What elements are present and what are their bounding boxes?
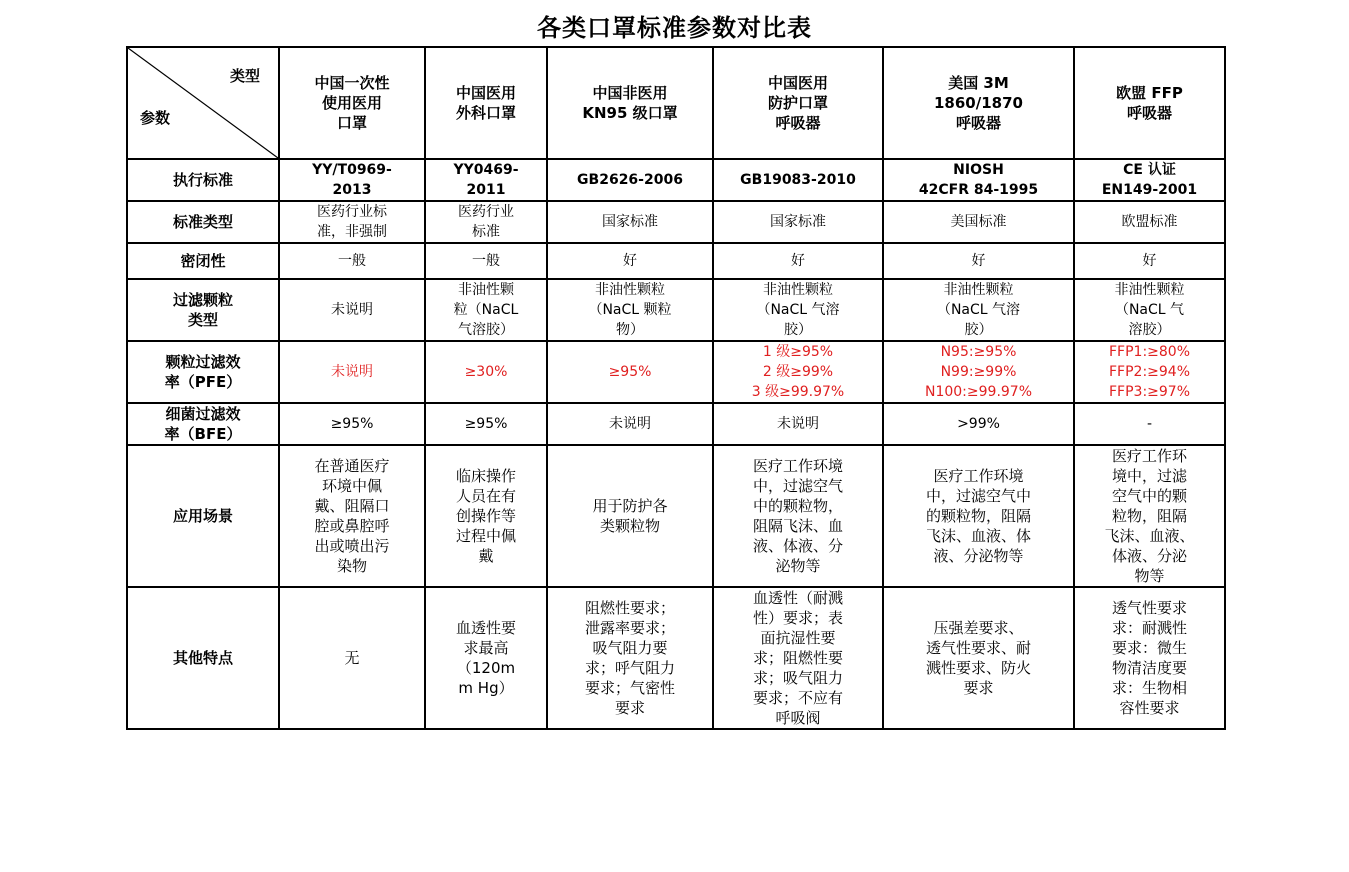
- table-cell-line: 阻隔飞沫、血: [752, 517, 843, 535]
- table-cell-line: 压强差要求、: [933, 619, 1024, 637]
- table-cell-line: 非油性颗粒: [595, 282, 665, 298]
- table-row: [127, 243, 1225, 279]
- table-row: [127, 159, 1225, 201]
- table-cell-line: m Hg）: [458, 679, 514, 697]
- table-cell: [547, 243, 713, 279]
- table-cell: [883, 201, 1074, 243]
- table-cell-line: 飞沫、血液、: [1104, 527, 1195, 545]
- table-cell-line: 非油性颗粒: [763, 282, 833, 298]
- table-cell: [713, 201, 883, 243]
- table-cell: [547, 445, 713, 587]
- table-cell: [1074, 159, 1225, 201]
- column-header: [713, 47, 883, 159]
- table-cell-line: 好: [791, 253, 805, 269]
- table-cell-line: 临床操作: [455, 467, 516, 485]
- table-cell-line: 国家标准: [770, 214, 826, 230]
- table-cell-line: 求最高: [463, 639, 509, 657]
- table-cell: [279, 587, 425, 729]
- column-header-line: 使用医用: [321, 94, 382, 112]
- table-cell-line: GB19083-2010: [740, 172, 856, 188]
- table-cell-line: 面抗湿性要: [760, 629, 836, 647]
- table-cell-line: 要求: [963, 679, 994, 697]
- page-title: 各类口罩标准参数对比表: [537, 14, 812, 42]
- table-cell-line: 求：生物相: [1111, 679, 1187, 697]
- table-cell-line: 腔或鼻腔呼: [314, 517, 390, 535]
- table-cell-line: 血透性（耐溅: [752, 589, 843, 607]
- table-cell: [279, 201, 425, 243]
- table-cell: [1074, 201, 1225, 243]
- table-cell-line: FFP1:≥80%: [1108, 344, 1191, 360]
- table-cell-line: 物）: [616, 322, 644, 338]
- table-cell-line: EN149-2001: [1101, 182, 1198, 198]
- table-cell-line: CE 认证: [1123, 162, 1176, 178]
- row-label-line: 类型: [187, 311, 218, 329]
- table-cell-line: 未说明: [777, 416, 819, 432]
- column-header-line: KN95 级口罩: [582, 104, 678, 122]
- table-cell-line: FFP3:≥97%: [1108, 384, 1191, 400]
- row-label: [127, 201, 279, 243]
- table-cell-line: 要求: [614, 699, 645, 717]
- table-cell: [883, 587, 1074, 729]
- table-cell: [425, 159, 547, 201]
- row-label: [127, 159, 279, 201]
- table-cell-line: 无: [344, 649, 360, 667]
- table-cell: [713, 445, 883, 587]
- table-cell: [713, 243, 883, 279]
- table-cell: [883, 341, 1074, 403]
- table-cell: [1074, 279, 1225, 341]
- table-cell-line: 用于防护各: [592, 497, 668, 515]
- row-label: [127, 445, 279, 587]
- table-cell-line: 吸气阻力要: [592, 639, 668, 657]
- table-cell-line: 一般: [472, 253, 500, 269]
- column-header: [1074, 47, 1225, 159]
- table-cell-line: 要求：微生: [1111, 639, 1187, 657]
- table-cell: [425, 403, 547, 445]
- row-label: [127, 279, 279, 341]
- table-cell-line: 粒物，阻隔: [1111, 507, 1187, 525]
- row-label: [127, 403, 279, 445]
- table-row: [127, 341, 1225, 403]
- table-cell-line: 阻燃性要求；: [584, 599, 675, 617]
- table-cell-line: 求；阻燃性要: [752, 649, 843, 667]
- table-cell: [1074, 403, 1225, 445]
- table-cell-line: 泌物等: [775, 557, 821, 575]
- row-label: [127, 341, 279, 403]
- table-cell-line: （120m: [456, 659, 516, 677]
- table-cell-line: 好: [971, 253, 986, 269]
- table-cell-line: 非油性颗: [458, 282, 514, 298]
- column-header: [883, 47, 1074, 159]
- table-cell-line: 1 级≥95%: [762, 344, 834, 360]
- table-cell-line: 溶胶）: [1128, 322, 1171, 338]
- table-cell-line: 境中，过滤: [1111, 467, 1187, 485]
- row-label: [127, 587, 279, 729]
- table-cell-line: 过程中佩: [455, 527, 516, 545]
- table-cell-line: 3 级≥99.97%: [751, 384, 845, 400]
- column-header-line: 防护口罩: [767, 94, 828, 112]
- table-cell: [279, 159, 425, 201]
- table-cell-line: 非油性颗粒: [1114, 282, 1185, 298]
- table-cell-line: 粒（NaCL: [453, 302, 519, 318]
- table-cell-line: >99%: [957, 416, 1000, 432]
- table-cell: [547, 159, 713, 201]
- table-cell-line: FFP2:≥94%: [1108, 364, 1191, 380]
- table-cell: [883, 279, 1074, 341]
- table-cell-line: 透气性要求、耐: [925, 639, 1031, 657]
- table-cell: [279, 243, 425, 279]
- corner-row-label: 参数: [140, 109, 171, 127]
- table-cell-line: （NaCL 气溶: [936, 302, 1021, 318]
- table-cell-line: 创操作等: [455, 507, 516, 525]
- table-cell-line: 胶）: [784, 322, 812, 338]
- table-cell-line: 人员在有: [455, 487, 516, 505]
- table-cell-line: 标准: [472, 224, 500, 240]
- row-label-line: 标准类型: [172, 213, 233, 231]
- table-cell-line: 的颗粒物，阻隔: [925, 507, 1031, 525]
- table-cell: [547, 341, 713, 403]
- table-cell-line: 类颗粒物: [599, 517, 660, 535]
- table-cell: [279, 445, 425, 587]
- table-cell: [547, 587, 713, 729]
- table-cell-line: 2 级≥99%: [762, 364, 834, 380]
- corner-col-label: 类型: [229, 67, 260, 85]
- table-cell-line: 戴、阻隔口: [314, 497, 390, 515]
- table-cell-line: 容性要求: [1119, 699, 1180, 717]
- table-cell-line: 空气中的颗: [1111, 487, 1187, 505]
- table-cell-line: ≥30%: [464, 364, 508, 380]
- table-cell: [713, 587, 883, 729]
- table-cell: [425, 201, 547, 243]
- table-cell-line: GB2626-2006: [577, 172, 683, 188]
- column-header-line: 中国医用: [767, 74, 828, 92]
- column-header-line: 中国医用: [455, 84, 516, 102]
- table-cell-line: 溅性要求、防火: [925, 659, 1031, 677]
- table-cell: [713, 159, 883, 201]
- table-cell-line: （NaCL 气: [1114, 302, 1185, 318]
- table-cell-line: 物清洁度要: [1111, 659, 1187, 677]
- header-row: [127, 47, 1225, 159]
- column-header: [547, 47, 713, 159]
- table-cell-line: 求：耐溅性: [1111, 619, 1187, 637]
- column-header: [425, 47, 547, 159]
- column-header-line: 呼吸器: [955, 114, 1001, 132]
- table-cell: [425, 445, 547, 587]
- table-cell-line: 胶）: [964, 322, 993, 338]
- corner-cell: [127, 47, 279, 159]
- table-cell: [713, 403, 883, 445]
- table-cell-line: 医疗工作环境: [933, 467, 1024, 485]
- table-cell-line: 出或喷出污: [314, 537, 390, 555]
- table-cell: [547, 201, 713, 243]
- table-cell-line: 准，非强制: [317, 224, 387, 240]
- table-cell-line: 未说明: [331, 302, 373, 318]
- table-cell-line: 液、分泌物等: [933, 547, 1024, 565]
- table-cell-line: 要求；气密性: [584, 679, 675, 697]
- table-cell-line: （NaCL 气溶: [756, 302, 840, 318]
- table-row: [127, 403, 1225, 445]
- table-cell-line: 要求；不应有: [752, 689, 843, 707]
- table-cell: [883, 243, 1074, 279]
- row-label-line: 过滤颗粒: [172, 291, 233, 309]
- table-cell-line: 中的颗粒物，: [752, 497, 843, 515]
- column-header-line: 呼吸器: [775, 114, 821, 132]
- table-cell: [1074, 445, 1225, 587]
- table-cell-line: 液、体液、分: [752, 537, 843, 555]
- table-cell: [425, 587, 547, 729]
- table-cell: [279, 279, 425, 341]
- table-cell-line: （NaCL 颗粒: [588, 302, 672, 318]
- table-cell-line: 未说明: [331, 364, 373, 380]
- row-label-line: 率（BFE）: [164, 425, 242, 443]
- table-cell-line: 在普通医疗: [314, 457, 390, 475]
- row-label-line: 执行标准: [172, 171, 233, 189]
- column-header-line: 呼吸器: [1126, 104, 1172, 122]
- table-cell: [547, 279, 713, 341]
- table-cell: [883, 445, 1074, 587]
- table-cell-line: 2011: [466, 182, 506, 198]
- table-cell-line: ≥95%: [608, 364, 652, 380]
- comparison-table: [126, 46, 1226, 730]
- table-cell: [425, 279, 547, 341]
- table-cell-line: 医疗工作环境: [752, 457, 843, 475]
- column-header-line: 中国非医用: [592, 84, 668, 102]
- table-cell: [547, 403, 713, 445]
- table-cell-line: 中，过滤空气: [752, 477, 843, 495]
- table-cell-line: 飞沫、血液、体: [925, 527, 1031, 545]
- row-label-line: 其他特点: [172, 649, 233, 667]
- table-cell-line: 42CFR 84-1995: [918, 182, 1039, 198]
- row-label-line: 率（PFE）: [164, 373, 242, 391]
- table-cell-line: 呼吸阀: [775, 709, 821, 727]
- column-header-line: 美国 3M: [948, 74, 1009, 92]
- table-cell-line: 戴: [478, 547, 494, 565]
- table-cell-line: 中，过滤空气中: [925, 487, 1031, 505]
- column-header-line: 1860/1870: [934, 94, 1023, 112]
- table-cell-line: 透气性要求: [1111, 599, 1187, 617]
- table-cell-line: 好: [1142, 253, 1157, 269]
- table-cell-line: 医药行业标: [317, 204, 387, 220]
- table-cell-line: 环境中佩: [321, 477, 382, 495]
- table-cell-line: 非油性颗粒: [943, 282, 1014, 298]
- table-cell-line: 国家标准: [602, 214, 658, 230]
- table-cell: [1074, 587, 1225, 729]
- table-cell-line: 2013: [332, 182, 372, 198]
- diagonal-line: [128, 48, 278, 158]
- table-cell: [279, 341, 425, 403]
- table-cell-line: N95:≥95%: [940, 344, 1017, 360]
- table-cell-line: 气溶胶）: [458, 322, 514, 338]
- table-cell-line: 一般: [338, 253, 366, 269]
- table-row: [127, 279, 1225, 341]
- table-cell-line: 欧盟标准: [1121, 214, 1178, 230]
- row-label-line: 应用场景: [172, 507, 233, 525]
- table-cell-line: 求；吸气阻力: [752, 669, 843, 687]
- table-cell-line: 医药行业: [458, 204, 514, 220]
- table-cell-line: 染物: [336, 557, 367, 575]
- table-cell-line: 医疗工作环: [1111, 447, 1187, 465]
- column-header-line: 口罩: [336, 114, 367, 132]
- table-cell: [713, 279, 883, 341]
- table-cell-line: YY0469-: [453, 162, 519, 178]
- table-cell: [883, 159, 1074, 201]
- table-cell-line: 物等: [1134, 567, 1165, 585]
- table-row: [127, 445, 1225, 587]
- column-header-line: 中国一次性: [314, 74, 390, 92]
- table-cell-line: -: [1146, 416, 1153, 432]
- table-cell-line: N100:≥99.97%: [924, 384, 1033, 400]
- table-cell: [1074, 341, 1225, 403]
- table-row: [127, 587, 1225, 729]
- table-cell: [279, 403, 425, 445]
- table-cell: [425, 243, 547, 279]
- table-cell: [1074, 243, 1225, 279]
- table-cell-line: 泄露率要求；: [584, 619, 675, 637]
- table-cell-line: 性）要求；表: [752, 609, 843, 627]
- table-cell-line: N99:≥99%: [940, 364, 1017, 380]
- row-label-line: 颗粒过滤效: [165, 353, 241, 371]
- table-cell-line: NIOSH: [953, 162, 1004, 178]
- table-cell-line: YY/T0969-: [312, 162, 392, 178]
- table-cell-line: ≥95%: [464, 416, 508, 432]
- row-label: [127, 243, 279, 279]
- column-header-line: 外科口罩: [455, 104, 516, 122]
- table-cell-line: 好: [623, 253, 637, 269]
- table-cell-line: 求；呼气阻力: [584, 659, 675, 677]
- column-header-line: 欧盟 FFP: [1116, 84, 1183, 102]
- table-cell: [713, 341, 883, 403]
- row-label-line: 细菌过滤效: [165, 405, 241, 423]
- table-row: [127, 201, 1225, 243]
- table-cell: [425, 341, 547, 403]
- table-cell-line: ≥95%: [330, 416, 374, 432]
- table-cell-line: 血透性要: [455, 619, 516, 637]
- column-header: [279, 47, 425, 159]
- table-cell-line: 未说明: [609, 416, 651, 432]
- table-cell-line: 体液、分泌: [1111, 547, 1187, 565]
- table-cell: [883, 403, 1074, 445]
- table-cell-line: 美国标准: [950, 214, 1007, 230]
- row-label-line: 密闭性: [180, 252, 226, 270]
